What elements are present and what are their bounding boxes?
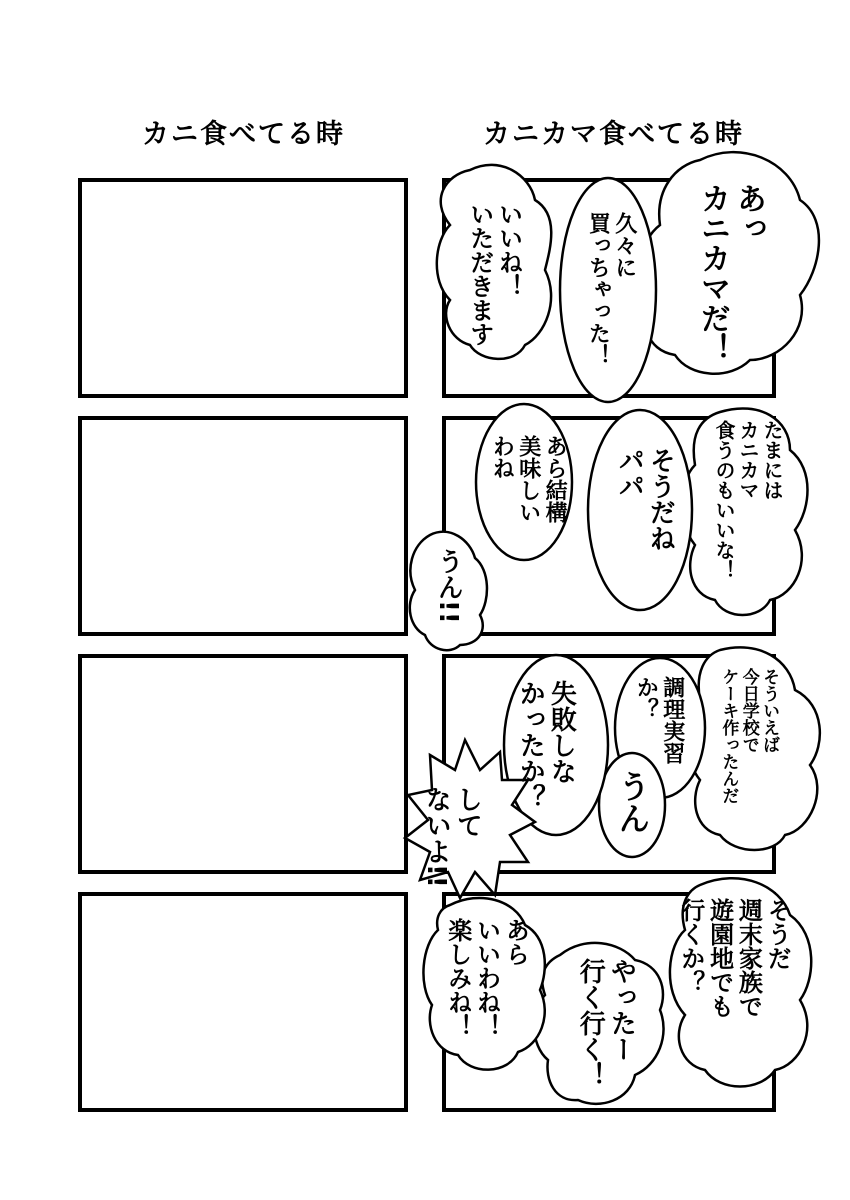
balloon-text: あら結構 美味しい わね <box>489 435 568 523</box>
balloon-text: いいね！ いただきます <box>465 202 523 346</box>
balloon-text: やったー 行く行く！ <box>575 958 637 1088</box>
left-column-title: カニ食べてる時 <box>142 119 345 150</box>
balloon-text: そうだね パパ <box>614 447 676 551</box>
balloon-text: そういえば 今日学校で ケーキ作ったんだ <box>718 668 780 804</box>
balloon-text: して ないよ!! <box>421 786 483 888</box>
balloon-text: うん <box>613 770 652 834</box>
right-column-title: カニカマ食べてる時 <box>483 119 744 150</box>
balloon-text: 久々に 買っちゃった！ <box>585 212 637 366</box>
balloon-text: そうだ 週末家族で 遊園地でも 行くか？ <box>676 898 792 1018</box>
balloon-text: 調理実習 か？ <box>633 676 685 764</box>
balloon-text: 失敗しな かったか？ <box>515 680 577 810</box>
balloon-text: うん!! <box>433 548 464 624</box>
balloon-text: あっ カニカマだ！ <box>695 183 766 363</box>
balloon-text: あら いいわね！ 楽しみね！ <box>443 918 530 1038</box>
balloon-text: たまには カニカマ 食うのもいいな！ <box>712 420 784 580</box>
